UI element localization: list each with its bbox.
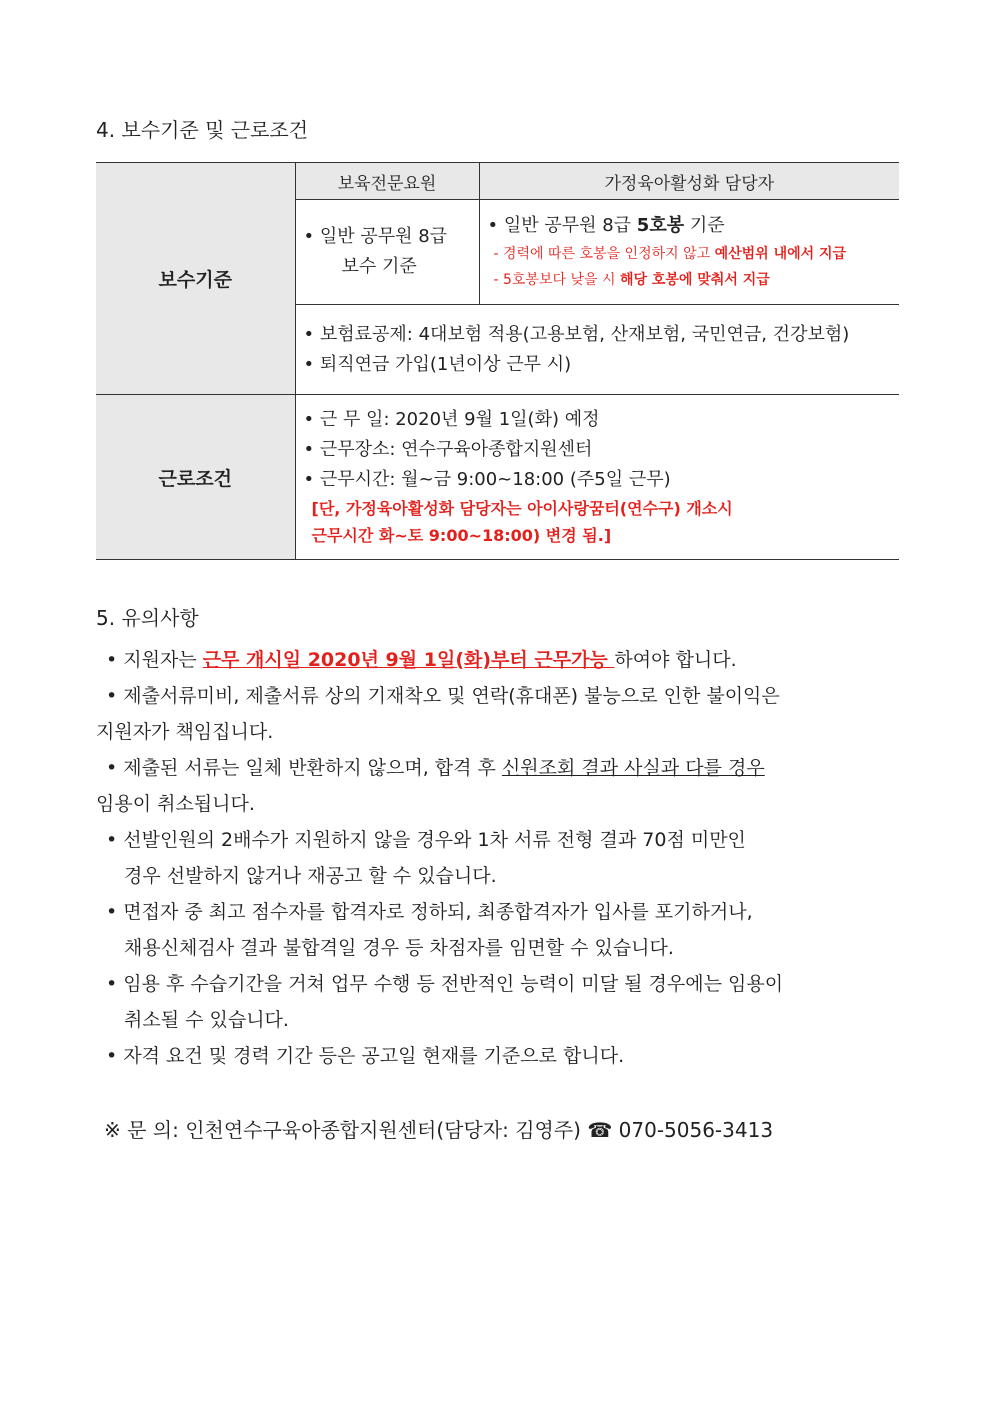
insurance-cell bbox=[295, 305, 899, 395]
col2-pay-main-bold: 5호봉 bbox=[636, 215, 685, 236]
note-item-2-line1: • 제출서류미비, 제출서류 상의 기재착오 및 연락(휴대폰) 불능으로 인한 불이익은 bbox=[106, 685, 780, 707]
note-item-3 bbox=[96, 750, 836, 786]
col2-pay-sub2: - 5호봉보다 낮을 시 bbox=[493, 272, 620, 288]
note-3-text: • 제출된 서류는 일체 반환하지 않으며, 합격 후 bbox=[106, 757, 502, 779]
col2-pay-main: • 일반 공무원 8급 bbox=[487, 215, 637, 236]
note-item-5-line2: 채용신체검사 결과 불합격일 경우 등 차점자를 임면할 수 있습니다. bbox=[124, 937, 674, 959]
col2-pay-cell bbox=[479, 200, 899, 305]
note-item-1 bbox=[96, 642, 836, 678]
note-1-text: • 지원자는 bbox=[106, 649, 203, 671]
col2-pay-sub2-bold: 해당 호봉에 맞춰서 지급 bbox=[619, 272, 770, 288]
col2-pay-sub1: - 경력에 따른 호봉을 인정하지 않고 bbox=[493, 246, 715, 262]
work-place-line: • 근무장소: 연수구육아종합지원센터 bbox=[303, 439, 593, 460]
contact-line bbox=[104, 1114, 773, 1143]
col2-pay-main-post: 기준 bbox=[684, 215, 725, 236]
contact-phone: 070-5056-3413 bbox=[618, 1118, 774, 1142]
col1-pay-cell bbox=[295, 200, 479, 305]
work-conditions-cell bbox=[295, 395, 899, 560]
insurance-line: • 보험료공제: 4대보험 적용(고용보험, 산재보험, 국민연금, 건강보험) bbox=[303, 323, 850, 345]
note-item-4-line2: 경우 선발하지 않거나 재공고 할 수 있습니다. bbox=[124, 865, 497, 887]
notes-list bbox=[96, 642, 836, 1074]
pay-conditions-table bbox=[96, 162, 899, 560]
note-item-3-line2: 임용이 취소됩니다. bbox=[96, 793, 255, 815]
work-hours-line: • 근무시간: 월~금 9:00~18:00 (주5일 근무) bbox=[303, 469, 671, 490]
col1-pay-line2: 보수 기준 bbox=[341, 256, 417, 277]
note-item-5-line1: • 면접자 중 최고 점수자를 합격자로 정하되, 최종합격자가 입사를 포기하거나, bbox=[106, 901, 753, 923]
note-item-7: • 자격 요건 및 경력 기간 등은 공고일 현재를 기준으로 합니다. bbox=[106, 1045, 625, 1067]
note-item-6-line1: • 임용 후 수습기간을 거쳐 업무 수행 등 전반적인 능력이 미달 될 경우에는 임용이 bbox=[106, 973, 784, 995]
note-item-6-line2: 취소될 수 있습니다. bbox=[124, 1009, 289, 1031]
note-1-highlight: 근무 개시일 2020년 9월 1일(화)부터 근무가능 bbox=[202, 649, 615, 671]
col2-pay-sub1-bold: 예산범위 내에서 지급 bbox=[714, 246, 847, 262]
phone-icon: ☎ bbox=[587, 1118, 613, 1142]
note-1-text-end: 하여야 합니다. bbox=[614, 649, 737, 671]
note-3-underline: 신원조회 결과 사실과 다를 경우 bbox=[501, 757, 765, 779]
section4-title: 4. 보수기준 및 근로조건 bbox=[96, 118, 309, 142]
work-note-line2: 근무시간 화~토 9:00~18:00) 변경 됨.] bbox=[311, 526, 612, 545]
contact-text: ※ 문 의: 인천연수구육아종합지원센터(담당자: 김영주) bbox=[104, 1118, 581, 1142]
note-item-4-line1: • 선발인원의 2배수가 지원하지 않을 경우와 1차 서류 전형 결과 70점 미만인 bbox=[106, 829, 746, 851]
col2-header: 가정육아활성화 담당자 bbox=[479, 163, 899, 200]
col1-header: 보육전문요원 bbox=[295, 163, 479, 200]
pension-line: • 퇴직연금 가입(1년이상 근무 시) bbox=[303, 353, 572, 375]
section5-title: 5. 유의사항 bbox=[96, 606, 199, 630]
col1-pay-line1: • 일반 공무원 8급 bbox=[303, 226, 448, 247]
note-item-2-line2: 지원자가 책임집니다. bbox=[96, 721, 274, 743]
work-day-line: • 근 무 일: 2020년 9월 1일(화) 예정 bbox=[303, 409, 600, 430]
work-label: 근로조건 bbox=[96, 395, 295, 560]
work-note-line1: [단, 가정육아활성화 담당자는 아이사랑꿈터(연수구) 개소시 bbox=[311, 499, 733, 518]
pay-label: 보수기준 bbox=[96, 163, 295, 395]
